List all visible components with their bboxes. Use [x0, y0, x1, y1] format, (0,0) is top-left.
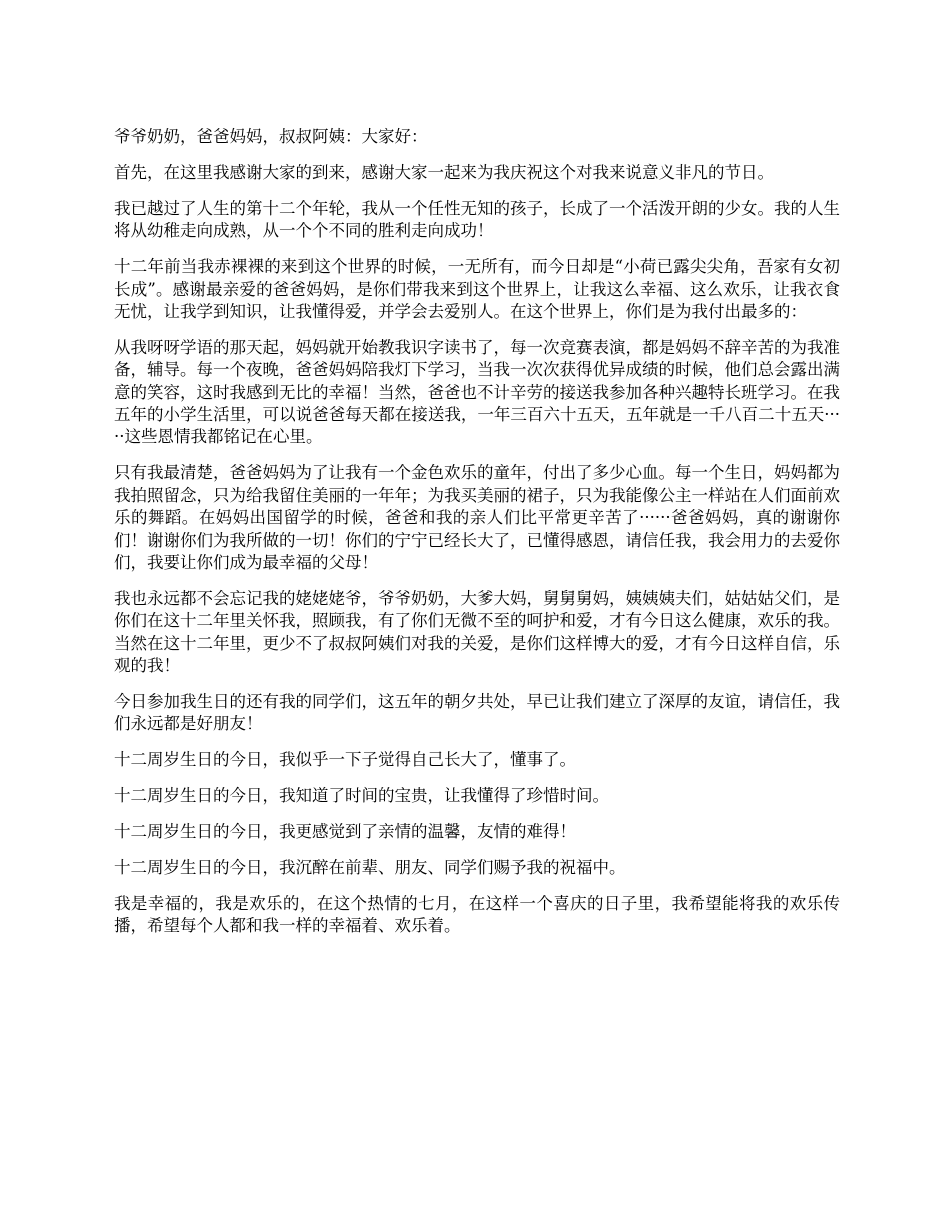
- paragraph: 十二年前当我赤裸裸的来到这个世界的时候，一无所有，而今日却是“小荷已露尖尖角，吾家有女初长成”。感谢最亲爱的爸爸妈妈，是你们带我来到这个世界上，让我这么幸福、这么欢乐，让我衣食无忧，让我学到知识，让我懂得爱，并学会去爱别人。在这个世界上，你们是为我付出最多的：: [114, 257, 840, 321]
- paragraph: 十二周岁生日的今日，我更感觉到了亲情的温馨，友情的难得！: [114, 822, 576, 842]
- paragraph: 今日参加我生日的还有我的同学们，这五年的朝夕共处，早已让我们建立了深厚的友谊，请信任，我们永远都是好朋友！: [114, 692, 840, 734]
- paragraph: 十二周岁生日的今日，我沉醉在前辈、朋友、同学们赐予我的祝福中。: [114, 858, 626, 878]
- paragraph: 我也永远都不会忘记我的姥姥姥爷，爷爷奶奶，大爹大妈，舅舅舅妈，姨姨姨夫们，姑姑姑父们，是你们在这十二年里关怀我，照顾我，有了你们无微不至的呵护和爱，才有今日这么健康，欢乐的我。当然在这十二年里，更少不了叔叔阿姨们对我的关爱，是你们这样博大的爱，才有今日这样自信，乐观的我！: [114, 588, 840, 676]
- paragraph: 我已越过了人生的第十二个年轮，我从一个任性无知的孩子，长成了一个活泼开朗的少女。我的人生将从幼稚走向成熟，从一个个不同的胜利走向成功！: [114, 198, 840, 241]
- paragraph: 只有我最清楚，爸爸妈妈为了让我有一个金色欢乐的童年，付出了多少心血。每一个生日，妈妈都为我拍照留念，只为给我留住美丽的一年年；为我买美丽的裙子，只为我能像公主一样站在人们面前欢乐的舞蹈。在妈妈出国留学的时候，爸爸和我的亲人们比平常更辛苦了······爸爸妈妈，真的谢谢你们！谢谢你们为我所做的一切！你们的宁宁已经长大了，已懂得感恩，请信任我，我会用力的去爱你们，我要让你们成为最幸福的父母！: [114, 463, 840, 572]
- paragraph: 首先，在这里我感谢大家的到来，感谢大家一起来为我庆祝这个对我来说意义非凡的节日。: [114, 162, 774, 182]
- paragraph: 从我呀呀学语的那天起，妈妈就开始教我识字读书了，每一次竞赛表演，都是妈妈不辞辛苦的为我准备，辅导。每一个夜晚，爸爸妈妈陪我灯下学习，当我一次次获得优异成绩的时候，他们总会露出满意的笑容，这时我感到无比的幸福！当然，爸爸也不计辛劳的接送我参加各种兴趣特长班学习。在我五年的小学生活里，可以说爸爸每天都在接送我，一年三百六十五天，五年就是一千八百二十五天·····这些恩情我都铭记在心里。: [114, 337, 840, 447]
- paragraph-greeting: 爷爷奶奶，爸爸妈妈，叔叔阿姨：大家好：: [114, 127, 428, 146]
- paragraph: 十二周岁生日的今日，我知道了时间的宝贵，让我懂得了珍惜时间。: [114, 786, 609, 806]
- paragraph-closing: 我是幸福的，我是欢乐的，在这个热情的七月，在这样一个喜庆的日子里，我希望能将我的欢乐传播，希望每个人都和我一样的幸福着、欢乐着。: [114, 893, 840, 936]
- paragraph: 十二周岁生日的今日，我似乎一下子觉得自己长大了，懂事了。: [114, 750, 576, 770]
- document-body: [114, 126, 840, 951]
